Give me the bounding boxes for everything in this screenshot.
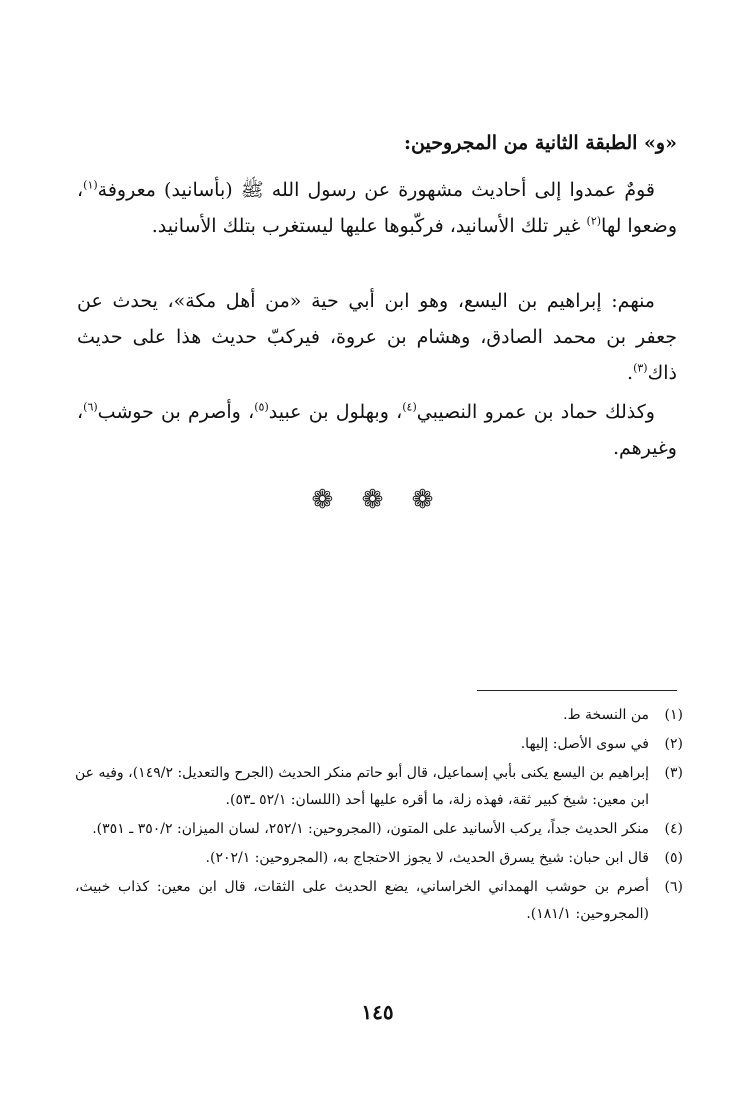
footnote-item: [75, 731, 683, 758]
footnote-item: [75, 874, 683, 928]
paragraph-1-text-b: ، وضعوا لها: [77, 179, 677, 237]
footnote-text: إبراهيم بن اليسع يكنى بأبي إسماعيل، قال أبو حاتم منكر الحديث (الجرح والتعديل: ١٤٩/٢)، وفيه عن ابن معين: شيخ كبير ثقة، فهذه زلة، ما أقره عليها أحد (اللسان: ٥٢/١ ـ٥٣).: [75, 765, 649, 808]
section-divider-ornament-icon: ❁ ❁ ❁: [311, 485, 444, 515]
footnote-item: [75, 845, 683, 872]
footnote-ref-3[interactable]: (٣): [633, 361, 648, 375]
footnote-text: أصرم بن حوشب الهمداني الخراساني، يضع الحديث على الثقات، قال ابن معين: كذاب خبيث، (المجروحين: ١٨١/١).: [75, 879, 649, 922]
footnote-text: من النسخة ط.: [563, 707, 649, 723]
footnote-ref-5[interactable]: (٥): [254, 400, 269, 414]
footnote-ref-1[interactable]: (١): [83, 178, 98, 192]
footnote-number: (١): [664, 707, 683, 723]
paragraph-2: [77, 283, 677, 391]
footnotes-list: [75, 702, 683, 928]
footnote-item: [75, 702, 683, 729]
footnote-number: (٢): [664, 736, 683, 752]
paragraph-2-text-a: منهم: إبراهيم بن اليسع، وهو ابن أبي حية «من أهل مكة»، يحدث عن جعفر بن محمد الصادق، وهشام بن عروة، فيركبّ حديث هذا على حديث ذاك: [77, 290, 677, 384]
footnote-number: (٦): [664, 879, 683, 895]
paragraph-3-text-d: ، وغيرهم.: [77, 401, 677, 459]
page-number: ١٤٥: [361, 1000, 394, 1024]
footnote-ref-2[interactable]: (٢): [586, 214, 602, 228]
footnote-ref-6[interactable]: (٦): [83, 400, 98, 414]
footnote-ref-4[interactable]: (٤): [402, 400, 417, 414]
footnote-item: [75, 760, 683, 814]
paragraph-3: [77, 394, 677, 466]
footnote-text: في سوى الأصل: إليها.: [520, 736, 649, 752]
paragraph-1-text-c: غير تلك الأسانيد، فركّبوها عليها ليستغرب بتلك الأسانيد.: [151, 215, 587, 237]
footnote-item: [75, 816, 683, 843]
footnote-number: (٥): [664, 850, 683, 866]
section-heading: «و» الطبقة الثانية من المجروحين:: [404, 132, 677, 154]
footnote-text: منكر الحديث جداً، يركب الأسانيد على المتون، (المجروحين: ٢٥٢/١، لسان الميزان: ٣٥٠/٢ ـ ٣٥١).: [92, 821, 649, 837]
paragraph-1: [77, 172, 677, 244]
paragraph-3-text-b: ، وبهلول بن عبيد: [268, 401, 403, 423]
paragraph-3-text-c: ، وأصرم بن حوشب: [97, 401, 255, 423]
footnote-text: قال ابن حبان: شيخ يسرق الحديث، لا يجوز الاحتجاج به، (المجروحين: ٢٠٢/١).: [205, 850, 649, 866]
paragraph-1-text-a: قومٌ عمدوا إلى أحاديث مشهورة عن رسول الله ﷺ (بأسانيد) معروفة: [97, 179, 655, 201]
paragraph-3-text-a: وكذلك حماد بن عمرو النصيبي: [416, 401, 655, 423]
footnote-separator: [477, 690, 677, 691]
footnote-number: (٤): [664, 821, 683, 837]
paragraph-2-text-b: .: [627, 362, 634, 384]
footnote-number: (٣): [664, 765, 683, 781]
